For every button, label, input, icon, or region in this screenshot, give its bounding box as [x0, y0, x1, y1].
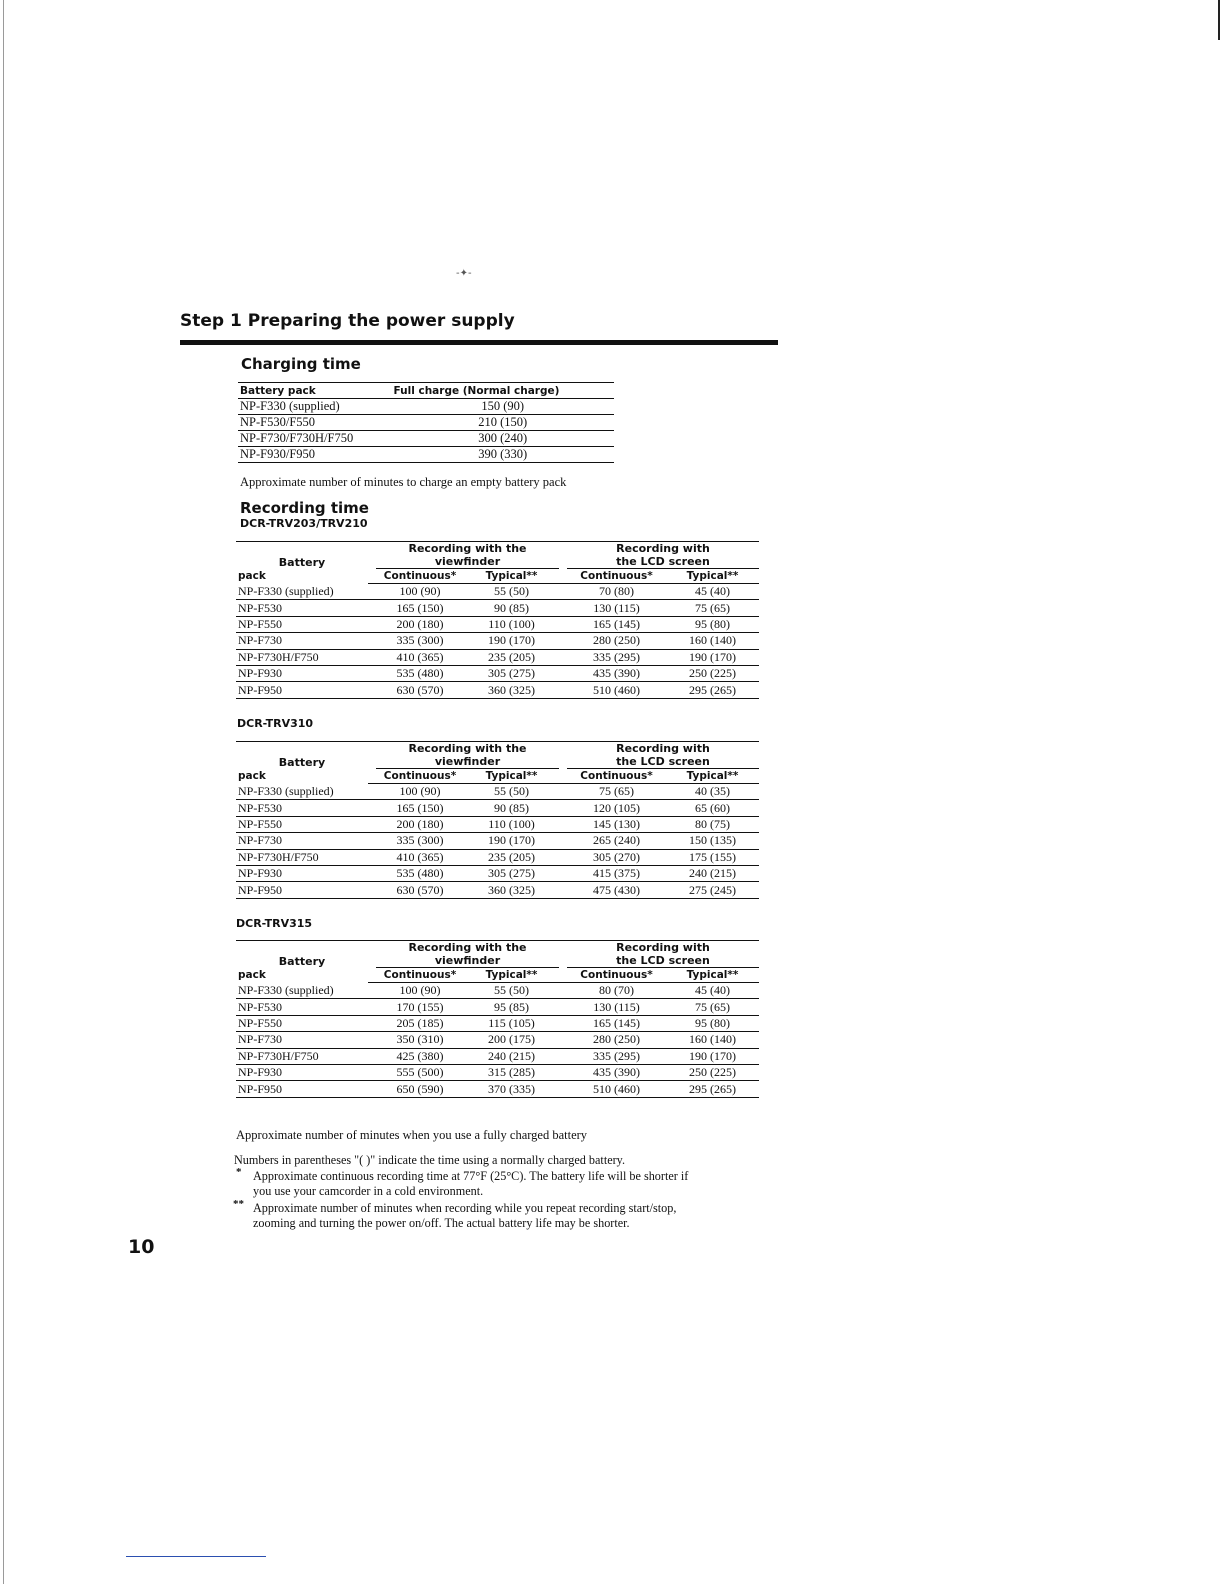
lcd-continuous-cell: 70 (80)	[567, 584, 666, 600]
table-row	[236, 649, 759, 665]
table-row	[238, 431, 614, 447]
viewfinder-continuous-cell: 165 (150)	[376, 800, 464, 816]
viewfinder-typical-cell: 55 (50)	[464, 784, 559, 800]
table-body	[236, 584, 759, 699]
battery-pack-cell: NP-F330 (supplied)	[236, 584, 376, 600]
header-pack: pack	[238, 969, 266, 981]
table-row	[236, 882, 759, 898]
table-row	[236, 616, 759, 632]
viewfinder-continuous-cell: 425 (380)	[376, 1048, 464, 1064]
table-row	[236, 784, 759, 800]
viewfinder-typical-cell: 235 (205)	[464, 849, 559, 865]
recording-note: Approximate number of minutes when you use a fully charged battery	[236, 1128, 588, 1142]
header-spacer	[368, 742, 376, 769]
header-viewfinder-label: Recording with the viewfinder	[408, 941, 527, 967]
table-row	[236, 816, 759, 832]
viewfinder-continuous-cell: 100 (90)	[376, 584, 464, 600]
viewfinder-typical-cell: 95 (85)	[464, 999, 559, 1015]
table-row	[236, 1032, 759, 1048]
battery-pack-cell: NP-F330 (supplied)	[236, 983, 376, 999]
lcd-continuous-cell: 510 (460)	[567, 1081, 666, 1097]
viewfinder-typical-cell: 90 (85)	[464, 600, 559, 616]
header-spacer	[559, 742, 567, 769]
viewfinder-continuous-cell: 205 (185)	[376, 1015, 464, 1031]
battery-pack-cell: NP-F530	[236, 800, 376, 816]
lcd-continuous-cell: 165 (145)	[567, 1015, 666, 1031]
battery-pack-cell: NP-F730H/F750	[236, 649, 376, 665]
lcd-continuous-cell: 335 (295)	[567, 649, 666, 665]
cell-spacer	[559, 983, 567, 999]
header-spacer	[559, 769, 567, 784]
table-body	[236, 983, 759, 1098]
header-pack: pack	[238, 570, 266, 582]
lcd-typical-cell: 250 (225)	[666, 1064, 759, 1080]
battery-pack-cell: NP-F530	[236, 600, 376, 616]
header-lcd-label: Recording with the LCD screen	[616, 542, 710, 568]
table-row	[238, 399, 614, 415]
cell-spacer	[559, 833, 567, 849]
lcd-typical-cell: 75 (65)	[666, 999, 759, 1015]
battery-pack-cell: NP-F550	[236, 1015, 376, 1031]
viewfinder-typical-cell: 110 (100)	[464, 616, 559, 632]
header-typical: Typical**	[464, 569, 559, 584]
scan-edge-right	[1218, 0, 1220, 40]
battery-pack-cell: NP-F730H/F750	[236, 1048, 376, 1064]
viewfinder-continuous-cell: 650 (590)	[376, 1081, 464, 1097]
viewfinder-continuous-cell: 410 (365)	[376, 649, 464, 665]
header-spacer	[368, 542, 376, 569]
lcd-continuous-cell: 130 (115)	[567, 600, 666, 616]
viewfinder-typical-cell: 110 (100)	[464, 816, 559, 832]
battery-pack-cell: NP-F550	[236, 816, 376, 832]
header-battery: Battery	[236, 941, 368, 968]
viewfinder-typical-cell: 235 (205)	[464, 649, 559, 665]
table-row	[236, 1048, 759, 1064]
header-battery: Battery	[236, 542, 368, 569]
header-typical: Typical**	[464, 769, 559, 784]
lcd-continuous-cell: 165 (145)	[567, 616, 666, 632]
lcd-typical-cell: 95 (80)	[666, 1015, 759, 1031]
viewfinder-continuous-cell: 350 (310)	[376, 1032, 464, 1048]
battery-pack-cell: NP-F930/F950	[238, 447, 392, 463]
header-battery: Battery	[236, 742, 368, 769]
header-continuous: Continuous*	[376, 569, 464, 584]
header-typical: Typical**	[666, 569, 759, 584]
battery-pack-cell: NP-F730H/F750	[236, 849, 376, 865]
lcd-typical-cell: 80 (75)	[666, 816, 759, 832]
table-row	[236, 849, 759, 865]
lcd-typical-cell: 240 (215)	[666, 865, 759, 881]
lcd-continuous-cell: 265 (240)	[567, 833, 666, 849]
cell-spacer	[559, 882, 567, 898]
viewfinder-typical-cell: 360 (325)	[464, 682, 559, 698]
model-heading: DCR-TRV203/TRV210	[240, 517, 368, 530]
scan-edge-left	[3, 0, 4, 1584]
charge-time-cell: 390 (330)	[392, 447, 615, 463]
lcd-typical-cell: 190 (170)	[666, 649, 759, 665]
table-row	[236, 999, 759, 1015]
viewfinder-typical-cell: 240 (215)	[464, 1048, 559, 1064]
viewfinder-continuous-cell: 630 (570)	[376, 682, 464, 698]
lcd-typical-cell: 160 (140)	[666, 633, 759, 649]
footnote-typical-line1: Approximate number of minutes when recording while you repeat recording start/stop,	[253, 1201, 677, 1215]
lcd-continuous-cell: 435 (390)	[567, 665, 666, 681]
lcd-continuous-cell: 415 (375)	[567, 865, 666, 881]
battery-pack-cell: NP-F950	[236, 1081, 376, 1097]
table-row	[236, 865, 759, 881]
cell-spacer	[559, 1015, 567, 1031]
viewfinder-typical-cell: 370 (335)	[464, 1081, 559, 1097]
table-header	[236, 941, 759, 983]
battery-pack-cell: NP-F930	[236, 1064, 376, 1080]
header-spacer	[559, 542, 567, 569]
viewfinder-typical-cell: 90 (85)	[464, 800, 559, 816]
table-row	[236, 1015, 759, 1031]
header-lcd	[567, 742, 759, 769]
viewfinder-typical-cell: 315 (285)	[464, 1064, 559, 1080]
viewfinder-continuous-cell: 335 (300)	[376, 833, 464, 849]
battery-pack-cell: NP-F950	[236, 682, 376, 698]
viewfinder-typical-cell: 360 (325)	[464, 882, 559, 898]
cell-spacer	[559, 999, 567, 1015]
recording-table	[236, 940, 759, 1098]
col-battery-pack: Battery pack	[238, 383, 392, 399]
viewfinder-typical-cell: 115 (105)	[464, 1015, 559, 1031]
recording-heading: Recording time	[240, 499, 369, 517]
viewfinder-continuous-cell: 165 (150)	[376, 600, 464, 616]
lcd-continuous-cell: 80 (70)	[567, 983, 666, 999]
model-heading: DCR-TRV310	[237, 717, 314, 730]
model-heading: DCR-TRV315	[236, 917, 313, 930]
battery-pack-cell: NP-F930	[236, 865, 376, 881]
viewfinder-typical-cell: 190 (170)	[464, 633, 559, 649]
cell-spacer	[559, 1032, 567, 1048]
scan-speck: -✦-	[456, 268, 472, 279]
table-row	[236, 584, 759, 600]
cell-spacer	[559, 600, 567, 616]
header-spacer	[559, 968, 567, 983]
table-header	[236, 542, 759, 584]
header-spacer	[368, 941, 376, 968]
table-row	[236, 600, 759, 616]
table-row	[236, 682, 759, 698]
header-spacer	[559, 941, 567, 968]
battery-pack-cell: NP-F550	[236, 616, 376, 632]
viewfinder-continuous-cell: 100 (90)	[376, 784, 464, 800]
lcd-typical-cell: 295 (265)	[666, 682, 759, 698]
battery-pack-cell: NP-F530/F550	[238, 415, 392, 431]
header-spacer	[368, 968, 376, 983]
footnote-parentheses: Numbers in parentheses "( )" indicate the time using a normally charged battery.	[234, 1153, 626, 1167]
cell-spacer	[559, 649, 567, 665]
table-row	[238, 415, 614, 431]
header-spacer	[559, 569, 567, 584]
cell-spacer	[559, 616, 567, 632]
viewfinder-continuous-cell: 100 (90)	[376, 983, 464, 999]
table-row	[236, 633, 759, 649]
table-row	[236, 983, 759, 999]
table-row	[236, 833, 759, 849]
battery-pack-cell: NP-F730	[236, 633, 376, 649]
viewfinder-continuous-cell: 535 (480)	[376, 665, 464, 681]
lcd-continuous-cell: 280 (250)	[567, 1032, 666, 1048]
header-viewfinder	[376, 941, 559, 968]
header-typical: Typical**	[666, 769, 759, 784]
cell-spacer	[559, 1064, 567, 1080]
header-viewfinder-label: Recording with the viewfinder	[408, 742, 527, 768]
page-number: 10	[128, 1236, 155, 1258]
cell-spacer	[559, 584, 567, 600]
viewfinder-typical-cell: 200 (175)	[464, 1032, 559, 1048]
header-continuous: Continuous*	[376, 968, 464, 983]
viewfinder-typical-cell: 55 (50)	[464, 584, 559, 600]
lcd-typical-cell: 160 (140)	[666, 1032, 759, 1048]
lcd-continuous-cell: 475 (430)	[567, 882, 666, 898]
header-spacer	[368, 769, 376, 784]
viewfinder-typical-cell: 190 (170)	[464, 833, 559, 849]
header-continuous: Continuous*	[376, 769, 464, 784]
lcd-typical-cell: 275 (245)	[666, 882, 759, 898]
viewfinder-continuous-cell: 335 (300)	[376, 633, 464, 649]
recording-table	[236, 741, 759, 899]
lcd-typical-cell: 45 (40)	[666, 983, 759, 999]
lcd-continuous-cell: 75 (65)	[567, 784, 666, 800]
cell-spacer	[559, 1048, 567, 1064]
viewfinder-continuous-cell: 555 (500)	[376, 1064, 464, 1080]
header-spacer	[368, 569, 376, 584]
lcd-typical-cell: 65 (60)	[666, 800, 759, 816]
header-continuous: Continuous*	[567, 968, 666, 983]
viewfinder-continuous-cell: 170 (155)	[376, 999, 464, 1015]
lcd-continuous-cell: 335 (295)	[567, 1048, 666, 1064]
table-row	[236, 800, 759, 816]
lcd-continuous-cell: 280 (250)	[567, 633, 666, 649]
footnote-continuous-line1: Approximate continuous recording time at 77°F (25°C). The battery life will be shorter if	[253, 1169, 689, 1183]
charging-table-body	[238, 399, 614, 463]
lcd-typical-cell: 250 (225)	[666, 665, 759, 681]
table-body	[236, 784, 759, 899]
header-typical: Typical**	[464, 968, 559, 983]
charge-time-cell: 150 (90)	[392, 399, 615, 415]
table-row	[236, 1081, 759, 1097]
viewfinder-continuous-cell: 535 (480)	[376, 865, 464, 881]
cell-spacer	[559, 682, 567, 698]
viewfinder-continuous-cell: 200 (180)	[376, 616, 464, 632]
lcd-typical-cell: 295 (265)	[666, 1081, 759, 1097]
viewfinder-typical-cell: 305 (275)	[464, 665, 559, 681]
cell-spacer	[559, 665, 567, 681]
battery-pack-cell: NP-F950	[236, 882, 376, 898]
battery-pack-cell: NP-F530	[236, 999, 376, 1015]
bottom-rule	[126, 1556, 266, 1557]
viewfinder-typical-cell: 55 (50)	[464, 983, 559, 999]
charging-table	[238, 382, 614, 463]
lcd-continuous-cell: 305 (270)	[567, 849, 666, 865]
battery-pack-cell: NP-F330 (supplied)	[238, 399, 392, 415]
header-lcd-label: Recording with the LCD screen	[616, 742, 710, 768]
recording-table	[236, 541, 759, 699]
viewfinder-continuous-cell: 200 (180)	[376, 816, 464, 832]
charging-note: Approximate number of minutes to charge an empty battery pack	[240, 475, 567, 489]
charge-time-cell: 210 (150)	[392, 415, 615, 431]
footnote-mark-single: *	[236, 1166, 242, 1178]
battery-pack-cell: NP-F330 (supplied)	[236, 784, 376, 800]
battery-pack-cell: NP-F730	[236, 833, 376, 849]
cell-spacer	[559, 633, 567, 649]
lcd-continuous-cell: 145 (130)	[567, 816, 666, 832]
header-continuous: Continuous*	[567, 569, 666, 584]
battery-pack-cell: NP-F730/F730H/F750	[238, 431, 392, 447]
header-lcd-label: Recording with the LCD screen	[616, 941, 710, 967]
header-viewfinder	[376, 742, 559, 769]
footnote-continuous-line2: you use your camcorder in a cold environment.	[253, 1184, 484, 1198]
header-pack: pack	[238, 770, 266, 782]
header-viewfinder	[376, 542, 559, 569]
cell-spacer	[559, 784, 567, 800]
lcd-typical-cell: 190 (170)	[666, 1048, 759, 1064]
lcd-typical-cell: 75 (65)	[666, 600, 759, 616]
header-lcd	[567, 941, 759, 968]
lcd-continuous-cell: 435 (390)	[567, 1064, 666, 1080]
lcd-continuous-cell: 130 (115)	[567, 999, 666, 1015]
lcd-typical-cell: 45 (40)	[666, 584, 759, 600]
title-rule	[180, 340, 778, 345]
lcd-typical-cell: 175 (155)	[666, 849, 759, 865]
cell-spacer	[559, 800, 567, 816]
page-title: Step 1 Preparing the power supply	[180, 311, 515, 331]
lcd-continuous-cell: 120 (105)	[567, 800, 666, 816]
footnote-mark-double: **	[233, 1198, 244, 1210]
cell-spacer	[559, 816, 567, 832]
table-row	[236, 665, 759, 681]
lcd-typical-cell: 95 (80)	[666, 616, 759, 632]
viewfinder-typical-cell: 305 (275)	[464, 865, 559, 881]
lcd-continuous-cell: 510 (460)	[567, 682, 666, 698]
cell-spacer	[559, 849, 567, 865]
lcd-typical-cell: 40 (35)	[666, 784, 759, 800]
lcd-typical-cell: 150 (135)	[666, 833, 759, 849]
charge-time-cell: 300 (240)	[392, 431, 615, 447]
header-continuous: Continuous*	[567, 769, 666, 784]
table-header	[236, 742, 759, 784]
header-typical: Typical**	[666, 968, 759, 983]
footnote-typical-line2: zooming and turning the power on/off. The actual battery life may be shorter.	[253, 1216, 630, 1230]
battery-pack-cell: NP-F730	[236, 1032, 376, 1048]
charging-heading: Charging time	[241, 355, 361, 373]
col-full-charge: Full charge (Normal charge)	[392, 383, 615, 399]
cell-spacer	[559, 865, 567, 881]
viewfinder-continuous-cell: 630 (570)	[376, 882, 464, 898]
battery-pack-cell: NP-F930	[236, 665, 376, 681]
cell-spacer	[559, 1081, 567, 1097]
header-lcd	[567, 542, 759, 569]
table-row	[236, 1064, 759, 1080]
table-row	[238, 447, 614, 463]
viewfinder-continuous-cell: 410 (365)	[376, 849, 464, 865]
header-viewfinder-label: Recording with the viewfinder	[408, 542, 527, 568]
